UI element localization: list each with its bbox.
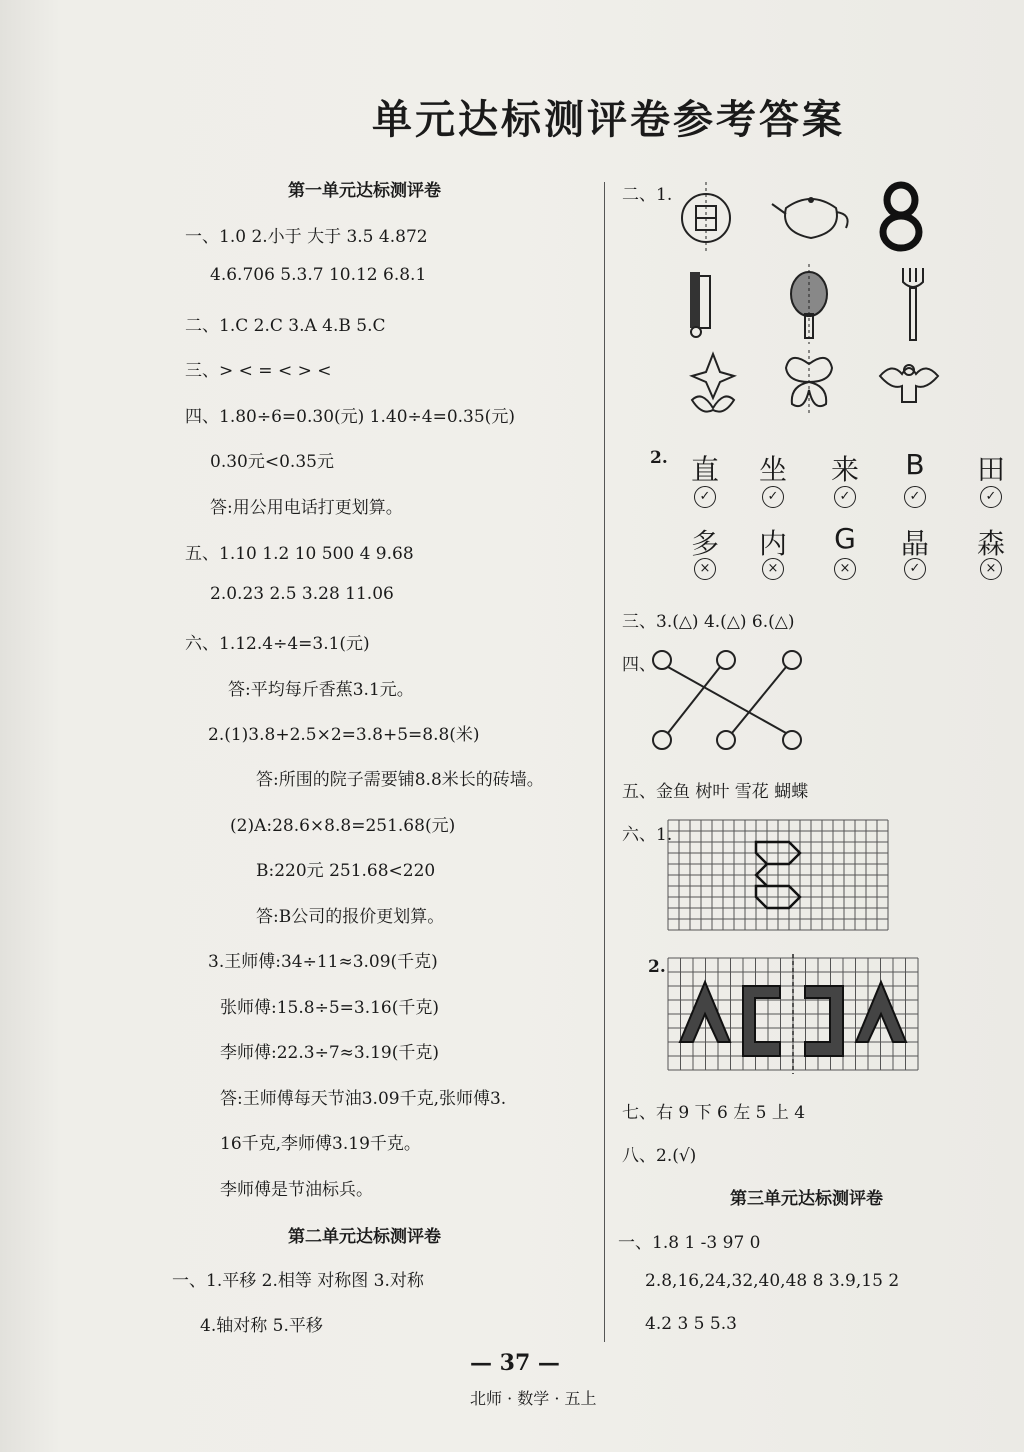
answer-line: 一、1.平移 2.相等 对称图 3.对称 [172, 1271, 424, 1291]
q6-1-label: 六、1. [622, 825, 673, 845]
publisher-line: 北师 · 数学 · 五上 [470, 1389, 597, 1408]
answer-line: 答:平均每斤香蕉3.1元。 [228, 680, 414, 700]
check-mark-icon: ✓ [762, 486, 784, 508]
char-cell: G [834, 522, 856, 555]
column-divider [604, 182, 605, 1342]
answer-line: 2.(1)3.8+2.5×2=3.8+5=8.8(米) [208, 725, 480, 745]
char-cell: 内 [758, 527, 787, 560]
answer-line: 一、1.0 2.小于 大于 3.5 4.872 [185, 227, 428, 247]
comb-figure [686, 268, 716, 338]
answer-line: 16千克,李师傅3.19千克。 [220, 1134, 421, 1154]
answer-line: 4.2 3 5 5.3 [645, 1314, 737, 1334]
cross-mark-icon: × [834, 558, 856, 580]
matching-lines [650, 650, 810, 750]
answer-line: 六、1.12.4÷4=3.1(元) [185, 634, 370, 654]
answer-line: 2.8,16,24,32,40,48 8 3.9,15 2 [645, 1271, 900, 1291]
answer-line: 李师傅是节油标兵。 [220, 1180, 373, 1200]
grid-figure-2 [668, 958, 918, 1070]
answer-line: 五、1.10 1.2 10 500 4 9.68 [185, 544, 414, 564]
q2-2-label: 2. [650, 448, 668, 468]
q2-1-label: 二、1. [622, 185, 673, 205]
answer-line: 2.0.23 2.5 3.28 11.06 [210, 584, 394, 604]
char-cell: B [905, 448, 925, 481]
check-mark-icon: ✓ [904, 486, 926, 508]
q6-2-label: 2. [648, 957, 666, 977]
teapot-figure [768, 190, 854, 246]
answer-line: 李师傅:22.3÷7≈3.19(千克) [220, 1043, 439, 1063]
cross-mark-icon: × [694, 558, 716, 580]
char-cell: 晶 [900, 527, 929, 560]
flower-figure [688, 350, 738, 420]
q7-line: 七、右 9 下 6 左 5 上 4 [622, 1103, 806, 1123]
char-cell: 来 [830, 453, 859, 486]
q5-line: 五、金鱼 树叶 雪花 蝴蝶 [622, 782, 809, 802]
q4-label: 四、 [622, 655, 656, 675]
unit1-heading: 第一单元达标测评卷 [288, 181, 441, 201]
figure-eight [876, 182, 926, 252]
char-cell: 直 [690, 453, 719, 486]
unit2-heading: 第二单元达标测评卷 [288, 1227, 441, 1247]
char-cell: 坐 [758, 453, 787, 486]
answer-line: 答:王师傅每天节油3.09千克,张师傅3. [220, 1089, 507, 1109]
check-mark-icon: ✓ [694, 486, 716, 508]
q3-line: 三、3.(△) 4.(△) 6.(△) [622, 612, 795, 632]
bird-figure [876, 356, 942, 408]
answer-line: 答:用公用电话打更划算。 [210, 498, 403, 518]
fan-figure [784, 268, 834, 344]
char-cell: 森 [976, 527, 1005, 560]
answer-line: 一、1.8 1 -3 97 0 [618, 1233, 761, 1253]
answer-line: 4.6.706 5.3.7 10.12 6.8.1 [210, 265, 427, 285]
check-mark-icon: ✓ [904, 558, 926, 580]
answer-line: 四、1.80÷6=0.30(元) 1.40÷4=0.35(元) [185, 407, 515, 427]
answer-line: 0.30元<0.35元 [210, 452, 334, 472]
answer-line: 二、1.C 2.C 3.A 4.B 5.C [185, 316, 386, 336]
cross-mark-icon: × [762, 558, 784, 580]
fork-figure [898, 262, 928, 346]
cross-mark-icon: × [980, 558, 1002, 580]
coin-figure [678, 190, 738, 250]
char-cell: 多 [690, 527, 719, 560]
unit3-heading: 第三单元达标测评卷 [730, 1189, 883, 1209]
answer-line: 三、> < = < > < [185, 361, 332, 381]
check-mark-icon: ✓ [834, 486, 856, 508]
char-cell: 田 [976, 453, 1005, 486]
page-number: — 37 — [470, 1350, 560, 1376]
q8-line: 八、2.(√) [622, 1146, 697, 1166]
answer-line: 3.王师傅:34÷11≈3.09(千克) [208, 952, 438, 972]
check-mark-icon: ✓ [980, 486, 1002, 508]
grid-figure-1 [668, 820, 888, 930]
butterfly-figure [782, 350, 836, 416]
answer-line: 答:B公司的报价更划算。 [256, 907, 445, 927]
answer-line: 4.轴对称 5.平移 [200, 1316, 323, 1336]
answer-line: B:220元 251.68<220 [256, 861, 436, 881]
answer-line: (2)A:28.6×8.8=251.68(元) [230, 816, 456, 836]
answer-line: 张师傅:15.8÷5=3.16(千克) [220, 998, 439, 1018]
page-title: 单元达标测评卷参考答案 [372, 97, 845, 143]
answer-line: 答:所围的院子需要铺8.8米长的砖墙。 [256, 770, 544, 790]
